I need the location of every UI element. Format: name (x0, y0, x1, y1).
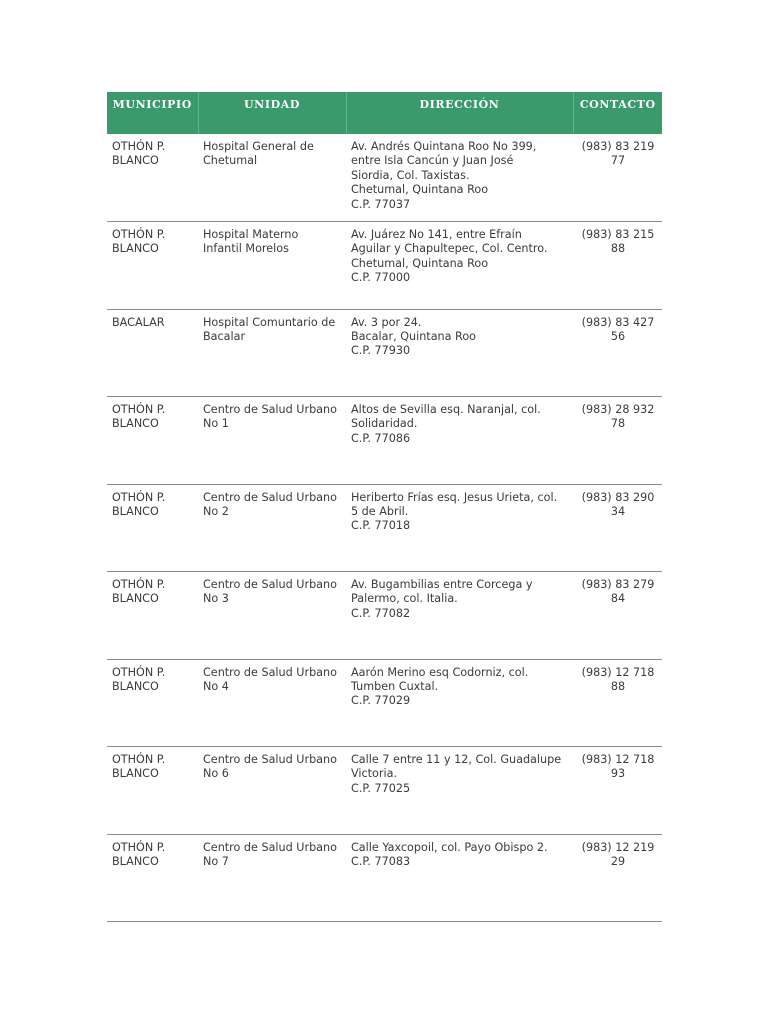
cell-unidad: Centro de Salud Urbano No 4 (198, 659, 346, 747)
table-row (107, 747, 662, 835)
cell-municipio: OTHÓN P. BLANCO (107, 222, 198, 310)
cell-municipio: BACALAR (107, 309, 198, 397)
cell-contacto: (983) 83 290 34 (573, 484, 662, 572)
cell-municipio: OTHÓN P. BLANCO (107, 747, 198, 835)
cell-municipio: OTHÓN P. BLANCO (107, 659, 198, 747)
cell-unidad: Hospital General de Chetumal (198, 134, 346, 222)
cell-direccion: Calle Yaxcopoil, col. Payo Obispo 2. C.P. 77083 (346, 834, 573, 922)
cell-direccion: Av. Andrés Quintana Roo No 399, entre Isla Cancún y Juan José Siordia, Col. Taxistas. Chetumal, Quintana Roo C.P. 77037 (346, 134, 573, 222)
table-row (107, 659, 662, 747)
header-municipio: MUNICIPIO (107, 92, 198, 134)
table-row (107, 397, 662, 485)
table-row (107, 222, 662, 310)
cell-unidad: Centro de Salud Urbano No 3 (198, 572, 346, 660)
cell-municipio: OTHÓN P. BLANCO (107, 134, 198, 222)
cell-contacto: (983) 28 932 78 (573, 397, 662, 485)
header-contacto: CONTACTO (573, 92, 662, 134)
header-direccion: DIRECCIÓN (346, 92, 573, 134)
health-units-table (107, 92, 662, 922)
cell-contacto: (983) 12 718 88 (573, 659, 662, 747)
cell-municipio: OTHÓN P. BLANCO (107, 484, 198, 572)
table-row (107, 134, 662, 222)
cell-contacto: (983) 12 718 93 (573, 747, 662, 835)
cell-direccion: Aarón Merino esq Codorniz, col. Tumben Cuxtal. C.P. 77029 (346, 659, 573, 747)
cell-unidad: Hospital Comuntario de Bacalar (198, 309, 346, 397)
cell-contacto: (983) 83 215 88 (573, 222, 662, 310)
cell-unidad: Centro de Salud Urbano No 7 (198, 834, 346, 922)
cell-unidad: Hospital Materno Infantil Morelos (198, 222, 346, 310)
table-row (107, 484, 662, 572)
header-unidad: UNIDAD (198, 92, 346, 134)
cell-municipio: OTHÓN P. BLANCO (107, 397, 198, 485)
cell-municipio: OTHÓN P. BLANCO (107, 834, 198, 922)
cell-direccion: Av. 3 por 24. Bacalar, Quintana Roo C.P. 77930 (346, 309, 573, 397)
cell-direccion: Av. Juárez No 141, entre Efraín Aguilar y Chapultepec, Col. Centro. Chetumal, Quintana Roo C.P. 77000 (346, 222, 573, 310)
cell-direccion: Altos de Sevilla esq. Naranjal, col. Solidaridad. C.P. 77086 (346, 397, 573, 485)
cell-contacto: (983) 83 219 77 (573, 134, 662, 222)
table-row (107, 309, 662, 397)
table-row (107, 834, 662, 922)
cell-unidad: Centro de Salud Urbano No 1 (198, 397, 346, 485)
cell-direccion: Av. Bugambilias entre Corcega y Palermo, col. Italia. C.P. 77082 (346, 572, 573, 660)
table-body (107, 134, 662, 922)
table-row (107, 572, 662, 660)
cell-unidad: Centro de Salud Urbano No 6 (198, 747, 346, 835)
cell-contacto: (983) 12 219 29 (573, 834, 662, 922)
cell-contacto: (983) 83 427 56 (573, 309, 662, 397)
document-page (107, 92, 662, 922)
cell-direccion: Calle 7 entre 11 y 12, Col. Guadalupe Victoria. C.P. 77025 (346, 747, 573, 835)
cell-unidad: Centro de Salud Urbano No 2 (198, 484, 346, 572)
cell-direccion: Heriberto Frías esq. Jesus Urieta, col. 5 de Abril. C.P. 77018 (346, 484, 573, 572)
header-row (107, 92, 662, 134)
cell-municipio: OTHÓN P. BLANCO (107, 572, 198, 660)
table-header (107, 92, 662, 134)
cell-contacto: (983) 83 279 84 (573, 572, 662, 660)
